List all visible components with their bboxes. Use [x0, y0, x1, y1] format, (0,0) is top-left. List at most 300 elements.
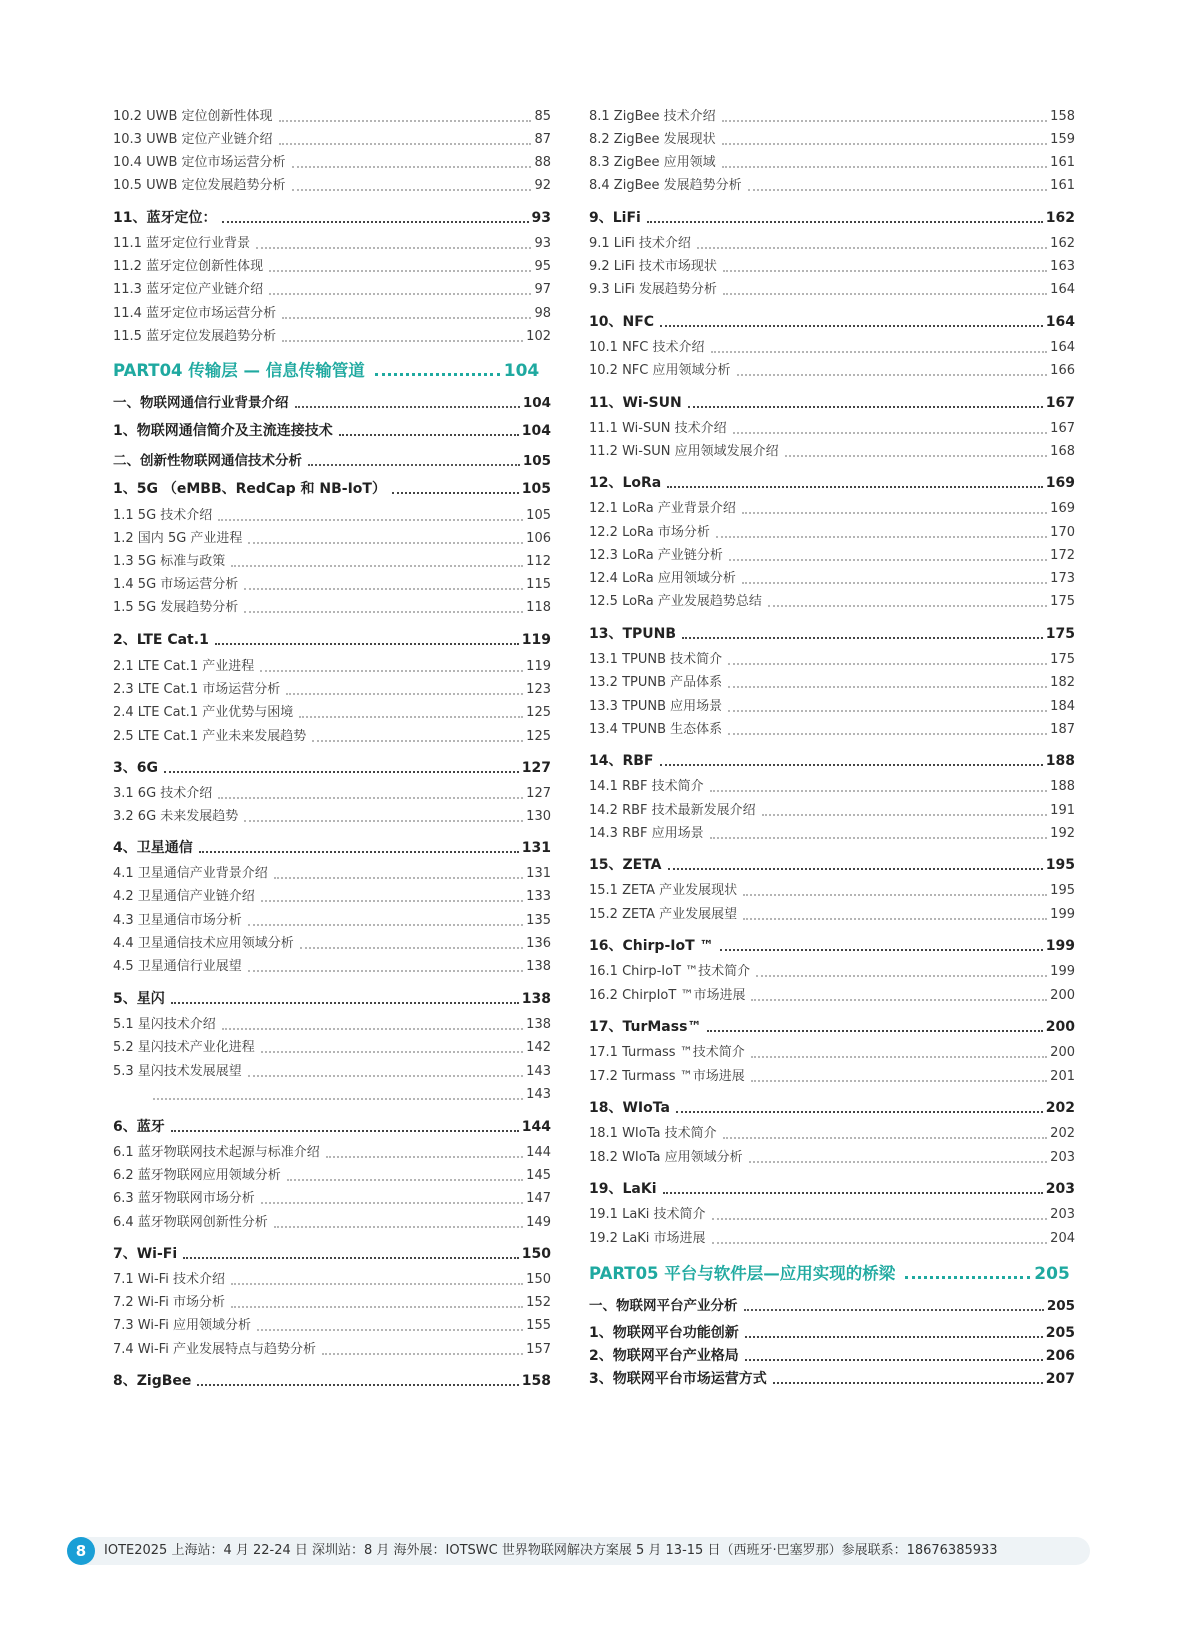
toc-entry-title: 17、TurMass™: [589, 1019, 702, 1035]
toc-entry-title: 1.2 国内 5G 产业进程: [113, 531, 243, 546]
toc-entry-title: 1、5G （eMBB、RedCap 和 NB-IoT）: [113, 481, 386, 497]
toc-entry-page: 200: [1050, 1045, 1075, 1060]
toc-entry-title: 10.4 UWB 定位市场运营分析: [113, 155, 286, 170]
dot-leader: [751, 999, 1047, 1001]
toc-entry-page: 182: [1050, 675, 1075, 690]
toc-entry-page: 133: [526, 889, 551, 904]
dot-leader: [282, 340, 523, 342]
dot-leader: [682, 637, 1043, 639]
toc-entry-page: 184: [1050, 699, 1075, 714]
toc-entry: [589, 1347, 1075, 1365]
toc-entry-title: PART04 传输层 — 信息传输管道: [113, 361, 365, 380]
dot-leader: [743, 918, 1047, 920]
toc-entry-title: 9.1 LiFi 技术介绍: [589, 236, 691, 251]
toc-entry-page: 195: [1045, 857, 1075, 873]
toc-entry-page: 102: [526, 329, 551, 344]
toc-entry-page: 135: [526, 913, 551, 928]
toc-entry-title: 14.3 RBF 应用场景: [589, 826, 704, 841]
toc-entry-page: 88: [534, 155, 551, 170]
toc-entry: [113, 422, 551, 440]
toc-entry: [589, 570, 1075, 588]
toc-entry-title: 11.2 蓝牙定位创新性体现: [113, 259, 264, 274]
toc-entry-page: 92: [534, 178, 551, 193]
toc-entry: [589, 1068, 1075, 1086]
toc-entry-page: 168: [1050, 444, 1075, 459]
toc-entry-page: 202: [1045, 1100, 1075, 1116]
toc-entry: [113, 808, 551, 826]
toc-entry: [113, 599, 551, 617]
toc-entry-page: 152: [526, 1295, 551, 1310]
dot-leader: [660, 325, 1043, 327]
toc-entry: [113, 209, 551, 227]
toc-entry: [589, 1099, 1075, 1117]
toc-entry-page: 204: [1050, 1231, 1075, 1246]
toc-entry: [113, 1214, 551, 1232]
dot-leader: [231, 1306, 523, 1308]
dot-leader: [663, 1192, 1043, 1194]
toc-entry: [113, 1016, 551, 1034]
toc-entry-title: 13.3 TPUNB 应用场景: [589, 699, 723, 714]
toc-entry-page: 163: [1050, 259, 1075, 274]
toc-entry-title: 11、Wi-SUN: [589, 395, 682, 411]
dot-leader: [256, 247, 531, 249]
toc-entry-page: 112: [526, 554, 551, 569]
toc-entry-page: 157: [526, 1342, 551, 1357]
toc-entry-title: 11.1 蓝牙定位行业背景: [113, 236, 251, 251]
dot-leader: [287, 1179, 523, 1181]
toc-entry-title: 12.2 LoRa 市场分析: [589, 525, 710, 540]
toc-entry: [113, 1271, 551, 1289]
toc-entry-title: 二、创新性物联网通信技术分析: [113, 453, 302, 469]
toc-entry: [113, 631, 551, 649]
toc-entry: [589, 420, 1075, 438]
toc-entry: [589, 1206, 1075, 1224]
dot-leader: [668, 868, 1043, 870]
toc-entry: [589, 698, 1075, 716]
dot-leader: [785, 455, 1048, 457]
toc-entry-title: 10.2 UWB 定位创新性体现: [113, 109, 273, 124]
toc-entry-title: 1、物联网平台功能创新: [589, 1325, 739, 1341]
toc-entry: [113, 1245, 551, 1263]
toc-entry-title: 12、LoRa: [589, 475, 662, 491]
toc-entry-page: 203: [1050, 1207, 1075, 1222]
toc-entry: [113, 704, 551, 722]
toc-entry: [589, 778, 1075, 796]
toc-entry: [113, 530, 551, 548]
toc-entry: [113, 258, 551, 276]
dot-leader: [751, 1080, 1047, 1082]
toc-entry: [113, 480, 551, 498]
dot-leader: [712, 1218, 1048, 1220]
toc-entry: [589, 177, 1075, 195]
toc-entry: [589, 1149, 1075, 1167]
dot-leader: [261, 900, 523, 902]
dot-leader: [222, 221, 528, 223]
toc-entry-page: 207: [1045, 1371, 1075, 1387]
toc-entry-title: 11.2 Wi-SUN 应用领域发展介绍: [589, 444, 779, 459]
toc-entry-page: 192: [1050, 826, 1075, 841]
toc-entry-title: 12.3 LoRa 产业链分析: [589, 548, 723, 563]
dot-leader: [244, 588, 523, 590]
toc-entry: [113, 1144, 551, 1162]
toc-entry-page: 155: [526, 1318, 551, 1333]
toc-entry: [113, 553, 551, 571]
dot-leader: [279, 120, 532, 122]
toc-entry-page: 170: [1050, 525, 1075, 540]
dot-leader: [722, 143, 1048, 145]
dot-leader: [723, 270, 1047, 272]
toc-entry-page: 106: [526, 531, 551, 546]
toc-entry-title: 11.4 蓝牙定位市场运营分析: [113, 306, 277, 321]
toc-entry-title: 5.2 星闪技术产业化进程: [113, 1040, 255, 1055]
toc-entry-page: 166: [1050, 363, 1075, 378]
toc-entry: [113, 865, 551, 883]
dot-leader: [322, 1353, 523, 1355]
toc-entry: [113, 935, 551, 953]
dot-leader: [215, 643, 519, 645]
toc-entry-title: 10.1 NFC 技术介绍: [589, 340, 705, 355]
toc-entry-title: 18.2 WIoTa 应用领域分析: [589, 1150, 743, 1165]
section-heading: [113, 452, 551, 470]
toc-entry: [589, 339, 1075, 357]
toc-entry-title: 2.1 LTE Cat.1 产业进程: [113, 659, 255, 674]
footer-exhibition-info: IOTE2025 上海站：4 月 22-24 日 深圳站：8 月 海外展：IOTSWC 世界物联网解决方案展 5 月 13-15 日（西班牙·巴塞罗那）参展联系：18676385933: [104, 1543, 998, 1558]
toc-entry-page: 87: [534, 132, 551, 147]
dot-leader: [733, 432, 1048, 434]
toc-entry-page: 104: [521, 423, 551, 439]
toc-entry: [589, 258, 1075, 276]
toc-entry-title: 1.5 5G 发展趋势分析: [113, 600, 239, 615]
dot-leader: [292, 189, 532, 191]
toc-entry-title: 14.1 RBF 技术简介: [589, 779, 704, 794]
dot-leader: [729, 559, 1047, 561]
toc-entry-page: 203: [1045, 1181, 1075, 1197]
toc-entry: [113, 681, 551, 699]
toc-entry: [113, 888, 551, 906]
toc-entry: [113, 281, 551, 299]
dot-leader: [756, 975, 1047, 977]
dot-leader: [269, 293, 531, 295]
dot-leader: [762, 814, 1048, 816]
dot-leader: [728, 686, 1047, 688]
toc-entry-page: 138: [526, 1017, 551, 1032]
toc-entry-page: 201: [1050, 1069, 1075, 1084]
toc-entry-page: 205: [1046, 1298, 1075, 1314]
toc-entry-page: 205: [1034, 1264, 1070, 1284]
toc-entry-title: 16.1 Chirp-IoT ™技术简介: [589, 964, 751, 979]
toc-entry-page: 145: [526, 1168, 551, 1183]
toc-entry: [589, 987, 1075, 1005]
toc-entry: [589, 721, 1075, 739]
toc-entry: [589, 1044, 1075, 1062]
toc-entry: [113, 728, 551, 746]
toc-entry: [113, 1341, 551, 1359]
toc-entry-title: 5、星闪: [113, 991, 165, 1007]
dot-leader: [707, 1030, 1042, 1032]
toc-entry: [589, 937, 1075, 955]
toc-entry-page: 119: [526, 659, 551, 674]
toc-entry: [589, 313, 1075, 331]
dot-leader: [197, 1384, 518, 1386]
dot-leader: [279, 143, 532, 145]
toc-entry-page: 175: [1050, 594, 1075, 609]
toc-entry-title: 4.4 卫星通信技术应用领域分析: [113, 936, 294, 951]
dot-leader: [261, 1051, 523, 1053]
toc-entry-page: 158: [1050, 109, 1075, 124]
dot-leader: [723, 293, 1047, 295]
toc-entry-page: 158: [521, 1373, 551, 1389]
toc-entry-title: 7.1 Wi-Fi 技术介绍: [113, 1272, 225, 1287]
toc-entry-page: 105: [522, 453, 551, 469]
dot-leader: [744, 1309, 1044, 1311]
toc-entry-page: 206: [1045, 1348, 1075, 1364]
toc-entry-title: 7.3 Wi-Fi 应用领域分析: [113, 1318, 251, 1333]
toc-entry-title: 14、RBF: [589, 753, 654, 769]
toc-entry-page: 144: [521, 1119, 551, 1135]
toc-entry-page: 104: [522, 395, 551, 411]
toc-entry-page: 203: [1050, 1150, 1075, 1165]
toc-entry-title: 19.1 LaKi 技术简介: [589, 1207, 706, 1222]
toc-entry: [113, 1118, 551, 1136]
toc-entry-page: 136: [526, 936, 551, 951]
toc-entry: [113, 1372, 551, 1390]
toc-entry-title: 10.2 NFC 应用领域分析: [589, 363, 731, 378]
dot-leader: [300, 947, 523, 949]
toc-entry-title: PART05 平台与软件层—应用实现的桥梁: [589, 1264, 896, 1283]
toc-entry-page: 130: [526, 809, 551, 824]
dot-leader: [728, 710, 1047, 712]
toc-entry-page: 125: [526, 729, 551, 744]
toc-entry-page: 127: [521, 760, 551, 776]
dot-leader: [712, 1242, 1048, 1244]
toc-entry-title: 17.1 Turmass ™技术简介: [589, 1045, 745, 1060]
toc-entry: [589, 1370, 1075, 1388]
toc-entry-page: 167: [1050, 421, 1075, 436]
dot-leader: [716, 536, 1047, 538]
toc-entry: [113, 576, 551, 594]
toc-entry-title: 7、Wi-Fi: [113, 1246, 178, 1262]
toc-entry-page: 172: [1050, 548, 1075, 563]
toc-entry: [113, 912, 551, 930]
toc-entry-title: 13.2 TPUNB 产品体系: [589, 675, 723, 690]
dot-leader: [710, 790, 1048, 792]
toc-entry: [589, 1324, 1075, 1342]
toc-entry-title: 6.1 蓝牙物联网技术起源与标准介绍: [113, 1145, 320, 1160]
toc-entry-page: 161: [1050, 155, 1075, 170]
toc-entry-page: 93: [531, 210, 551, 226]
toc-entry-title: 10、NFC: [589, 314, 655, 330]
toc-entry-page: 143: [526, 1064, 551, 1079]
toc-entry-page: 85: [534, 109, 551, 124]
toc-entry-page: 164: [1050, 282, 1075, 297]
dot-leader: [295, 406, 520, 408]
dot-leader: [751, 1056, 1047, 1058]
toc-entry-page: 131: [526, 866, 551, 881]
page-number-badge: 8: [67, 1537, 95, 1565]
toc-entry: [589, 825, 1075, 843]
toc-entry-title: 8.2 ZigBee 发展现状: [589, 132, 716, 147]
toc-entry-title: 2.3 LTE Cat.1 市场运营分析: [113, 682, 281, 697]
toc-entry: [113, 1086, 551, 1104]
toc-entry-title: 6.2 蓝牙物联网应用领域分析: [113, 1168, 281, 1183]
dot-leader: [231, 565, 523, 567]
toc-entry: [589, 906, 1075, 924]
dot-leader: [375, 373, 500, 376]
dot-leader: [722, 166, 1048, 168]
dot-leader: [745, 1336, 1043, 1338]
dot-leader: [743, 894, 1047, 896]
dot-leader: [768, 605, 1047, 607]
dot-leader: [737, 374, 1048, 376]
toc-entry: [589, 108, 1075, 126]
toc-entry-title: 17.2 Turmass ™市场进展: [589, 1069, 745, 1084]
toc-entry-title: 8.4 ZigBee 发展趋势分析: [589, 178, 742, 193]
toc-entry-title: 4.3 卫星通信市场分析: [113, 913, 242, 928]
toc-entry: [589, 1230, 1075, 1248]
dot-leader: [728, 733, 1047, 735]
toc-entry-page: 150: [526, 1272, 551, 1287]
toc-entry-title: 4、卫星通信: [113, 840, 193, 856]
toc-entry: [113, 131, 551, 149]
toc-entry-title: 一、物联网平台产业分析: [589, 1298, 738, 1314]
dot-leader: [660, 764, 1043, 766]
toc-entry-title: 3、物联网平台市场运营方式: [589, 1371, 767, 1387]
toc-entry: [113, 1167, 551, 1185]
toc-entry-page: 138: [521, 991, 551, 1007]
dot-leader: [171, 1002, 519, 1004]
toc-entry-page: 144: [526, 1145, 551, 1160]
toc-entry: [589, 474, 1075, 492]
toc-entry: [113, 154, 551, 172]
toc-entry: [589, 752, 1075, 770]
toc-entry: [589, 547, 1075, 565]
toc-entry-page: 167: [1045, 395, 1075, 411]
toc-entry-title: 3.2 6G 未来发展趋势: [113, 809, 239, 824]
dot-leader: [222, 1028, 523, 1030]
toc-entry-page: 138: [526, 959, 551, 974]
toc-entry-page: 159: [1050, 132, 1075, 147]
toc-entry-title: 11.1 Wi-SUN 技术介绍: [589, 421, 727, 436]
toc-entry-page: 187: [1050, 722, 1075, 737]
toc-entry-title: 8.3 ZigBee 应用领域: [589, 155, 716, 170]
dot-leader: [292, 166, 532, 168]
toc-entry-title: 10.5 UWB 定位发展趋势分析: [113, 178, 286, 193]
section-heading: [113, 394, 551, 412]
toc-entry-page: 188: [1050, 779, 1075, 794]
toc-entry-title: 4.2 卫星通信产业链介绍: [113, 889, 255, 904]
toc-entry: [589, 154, 1075, 172]
toc-entry: [589, 882, 1075, 900]
toc-entry-page: 175: [1050, 652, 1075, 667]
dot-leader: [667, 486, 1043, 488]
toc-entry-title: 5.3 星闪技术发展展望: [113, 1064, 242, 1079]
dot-leader: [274, 877, 523, 879]
toc-entry: [113, 507, 551, 525]
toc-entry-title: 14.2 RBF 技术最新发展介绍: [589, 803, 756, 818]
part-heading: [113, 360, 551, 382]
dot-leader: [261, 1202, 523, 1204]
toc-entry-title: 一、物联网通信行业背景介绍: [113, 395, 289, 411]
dot-leader: [248, 542, 523, 544]
toc-entry: [589, 1125, 1075, 1143]
toc-entry: [589, 500, 1075, 518]
toc-entry-title: 15.1 ZETA 产业发展现状: [589, 883, 738, 898]
dot-leader: [710, 837, 1048, 839]
toc-entry-page: 202: [1050, 1126, 1075, 1141]
toc-entry-title: 12.5 LoRa 产业发展趋势总结: [589, 594, 762, 609]
toc-entry: [589, 1180, 1075, 1198]
toc-entry-page: 142: [526, 1040, 551, 1055]
toc-entry-title: 13.1 TPUNB 技术简介: [589, 652, 723, 667]
toc-entry-page: 123: [526, 682, 551, 697]
toc-entry-page: 188: [1045, 753, 1075, 769]
toc-entry-page: 162: [1050, 236, 1075, 251]
toc-entry-title: 3、6G: [113, 760, 158, 776]
dot-leader: [723, 1137, 1048, 1139]
page-footer: [67, 1537, 1090, 1565]
dot-leader: [312, 740, 523, 742]
toc-entry-title: 5.1 星闪技术介绍: [113, 1017, 216, 1032]
toc-entry: [589, 593, 1075, 611]
toc-entry: [113, 1294, 551, 1312]
toc-entry-page: 147: [526, 1191, 551, 1206]
toc-entry-page: 93: [534, 236, 551, 251]
toc-entry: [113, 1039, 551, 1057]
toc-entry: [589, 443, 1075, 461]
toc-entry-title: 12.1 LoRa 产业背景介绍: [589, 501, 736, 516]
toc-entry: [113, 1317, 551, 1335]
toc-entry: [113, 839, 551, 857]
dot-leader: [745, 1359, 1043, 1361]
dot-leader: [748, 189, 1048, 191]
dot-leader: [274, 1226, 523, 1228]
toc-entry-title: 8、ZigBee: [113, 1373, 192, 1389]
toc-entry-title: 8.1 ZigBee 技术介绍: [589, 109, 716, 124]
dot-leader: [248, 924, 523, 926]
toc-entry: [113, 990, 551, 1008]
dot-leader: [688, 406, 1043, 408]
dot-leader: [164, 771, 519, 773]
part-heading: [589, 1263, 1075, 1285]
toc-entry-title: 13、TPUNB: [589, 626, 677, 642]
toc-entry: [113, 785, 551, 803]
toc-entry: [589, 362, 1075, 380]
toc-entry: [113, 658, 551, 676]
toc-entry-title: 15、ZETA: [589, 857, 662, 873]
toc-entry-title: 9.2 LiFi 技术市场现状: [589, 259, 717, 274]
toc-entry: [589, 281, 1075, 299]
toc-entry-title: 6.4 蓝牙物联网创新性分析: [113, 1215, 268, 1230]
toc-entry-title: 9.3 LiFi 发展趋势分析: [589, 282, 717, 297]
dot-leader: [231, 1283, 523, 1285]
toc-entry-title: 19.2 LaKi 市场进展: [589, 1231, 706, 1246]
toc-entry-page: 200: [1050, 988, 1075, 1003]
dot-leader: [722, 120, 1048, 122]
dot-leader: [282, 317, 531, 319]
toc-entry-page: 131: [521, 840, 551, 856]
toc-entry-page: 149: [526, 1215, 551, 1230]
toc-entry-title: 2、物联网平台产业格局: [589, 1348, 739, 1364]
toc-entry-title: 12.4 LoRa 应用领域分析: [589, 571, 736, 586]
toc-entry-page: 143: [526, 1087, 551, 1102]
toc-entry-title: 15.2 ZETA 产业发展展望: [589, 907, 738, 922]
dot-leader: [392, 492, 519, 494]
dot-leader: [647, 221, 1043, 223]
toc-entry-page: 105: [526, 508, 551, 523]
toc-entry: [589, 235, 1075, 253]
dot-leader: [773, 1382, 1043, 1384]
toc-entry: [113, 1190, 551, 1208]
